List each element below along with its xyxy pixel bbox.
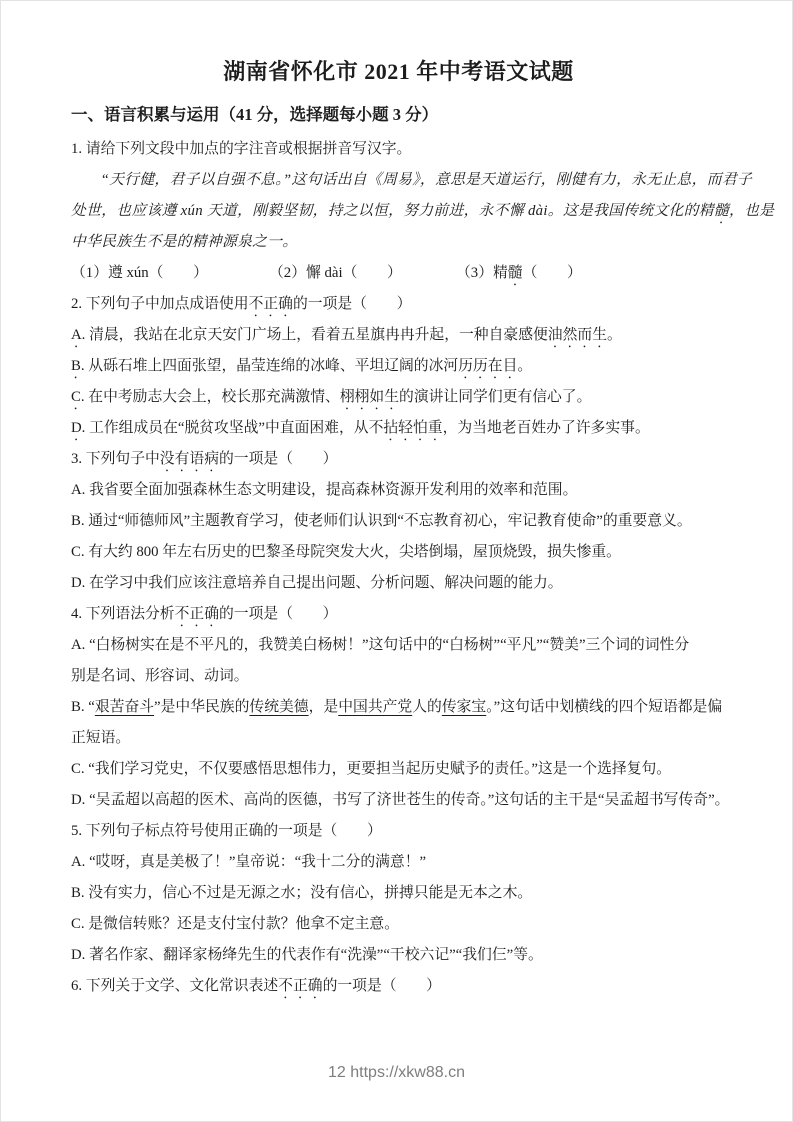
section-heading: 一、语言积累与运用（41 分，选择题每小题 3 分） xyxy=(71,105,439,124)
q2-stem: 2. 下列句子中加点成语使用不正确的一项是（ ） xyxy=(71,296,412,312)
q5-option-b: B. 没有实力，信心不过是无源之水；没有信心，拼搏只能是无本之木。 xyxy=(71,885,533,901)
q3-option-d: D. 在学习中我们应该注意培养自己提出问题、分析问题、解决问题的能力。 xyxy=(71,575,563,591)
q4-option-a-line-1: A. “白杨树实在是不平凡的，我赞美白杨树！”这句话中的“白杨树”“平凡”“赞美”三个词的词性分 xyxy=(71,637,690,653)
q5-option-d: D. 著名作家、翻译家杨绛先生的代表作有“洗澡”“干校六记”“我们仨”等。 xyxy=(71,947,543,963)
q3-option-a: A. 我省要全面加强森林生态文明建设，提高森林资源开发利用的效率和范围。 xyxy=(71,482,578,498)
page-footer-url: 12 https://xkw88.cn xyxy=(328,1064,465,1081)
q2-option-c: C. 在中考励志大会上，校长那充满激情、栩栩如生的演讲让同学们更有信心了。 xyxy=(71,389,592,405)
q3-option-c: C. 有大约 800 年左右历史的巴黎圣母院突发大火，尖塔倒塌，屋顶烧毁，损失惨重。 xyxy=(71,544,621,560)
q4-option-b-line-2: 正短语。 xyxy=(71,730,131,746)
q1-passage-line-2: 处世，也应该遵 xún 天道，刚毅坚韧，持之以恒，努力前进，永不懈 dài。这是我国传统文化的精髓，也是 xyxy=(71,203,775,219)
q5-stem: 5. 下列句子标点符号使用正确的一项是（ ） xyxy=(71,823,382,839)
q1-stem: 1. 请给下列文段中加点的字注音或根据拼音写汉字。 xyxy=(71,141,412,157)
page-title: 湖南省怀化市 2021 年中考语文试题 xyxy=(223,59,574,84)
q6-stem: 6. 下列关于文学、文化常识表述不正确的一项是（ ） xyxy=(71,978,441,994)
q1-blank-1: （1）遵 xún（ ） xyxy=(71,265,208,281)
q3-option-b: B. 通过“师德师风”主题教育学习，使老师们认识到“不忘教育初心，牢记教育使命”的重要意义。 xyxy=(71,513,692,529)
q1-blanks-row xyxy=(71,258,726,289)
q4-option-a-line-2: 别是名词、形容词、动词。 xyxy=(71,668,249,684)
q1-passage-line-3: 中华民族生不是的精神源泉之一。 xyxy=(71,234,298,250)
q2-option-b: B. 从砾石堆上四面张望，晶莹连绵的冰峰、平坦辽阔的冰河历历在目。 xyxy=(71,358,533,374)
q1-passage-line-1: “天行健，君子以自强不息。”这句话出自《周易》，意思是天道运行，刚健有力，永无止息，而君子 xyxy=(100,172,753,188)
q2-option-d: D. 工作组成员在“脱贫攻坚战”中直面困难，从不拈轻怕重，为当地老百姓办了许多实事。 xyxy=(71,420,650,436)
q5-option-a: A. “哎呀，真是美极了！”皇帝说：“我十二分的满意！” xyxy=(71,854,427,870)
q4-stem: 4. 下列语法分析不正确的一项是（ ） xyxy=(71,606,338,622)
document-content xyxy=(1,1,792,1002)
q4-option-c: C. “我们学习党史，不仅要感悟思想伟力，更要担当起历史赋予的责任。”这是一个选择复句。 xyxy=(71,761,672,777)
q2-option-a: A. 清晨，我站在北京天安门广场上，看着五星旗冉冉升起，一种自豪感便油然而生。 xyxy=(71,327,622,343)
q3-stem: 3. 下列句子中没有语病的一项是（ ） xyxy=(71,451,338,467)
q1-blank-3: （3）精髓（ ） xyxy=(456,265,582,281)
q5-option-c: C. 是微信转账？还是支付宝付款？他拿不定主意。 xyxy=(71,916,400,932)
q4-option-d: D. “吴孟超以高超的医术、高尚的医德，书写了济世苍生的传奇。”这句话的主干是“吴孟超书写传奇”。 xyxy=(71,792,730,808)
q4-option-b-line-1: B. “艰苦奋斗”是中华民族的传统美德，是中国共产党人的传家宝。”这句话中划横线的四个短语都是偏 xyxy=(71,699,723,715)
q1-blank-2: （2）懈 dài（ ） xyxy=(269,265,402,281)
